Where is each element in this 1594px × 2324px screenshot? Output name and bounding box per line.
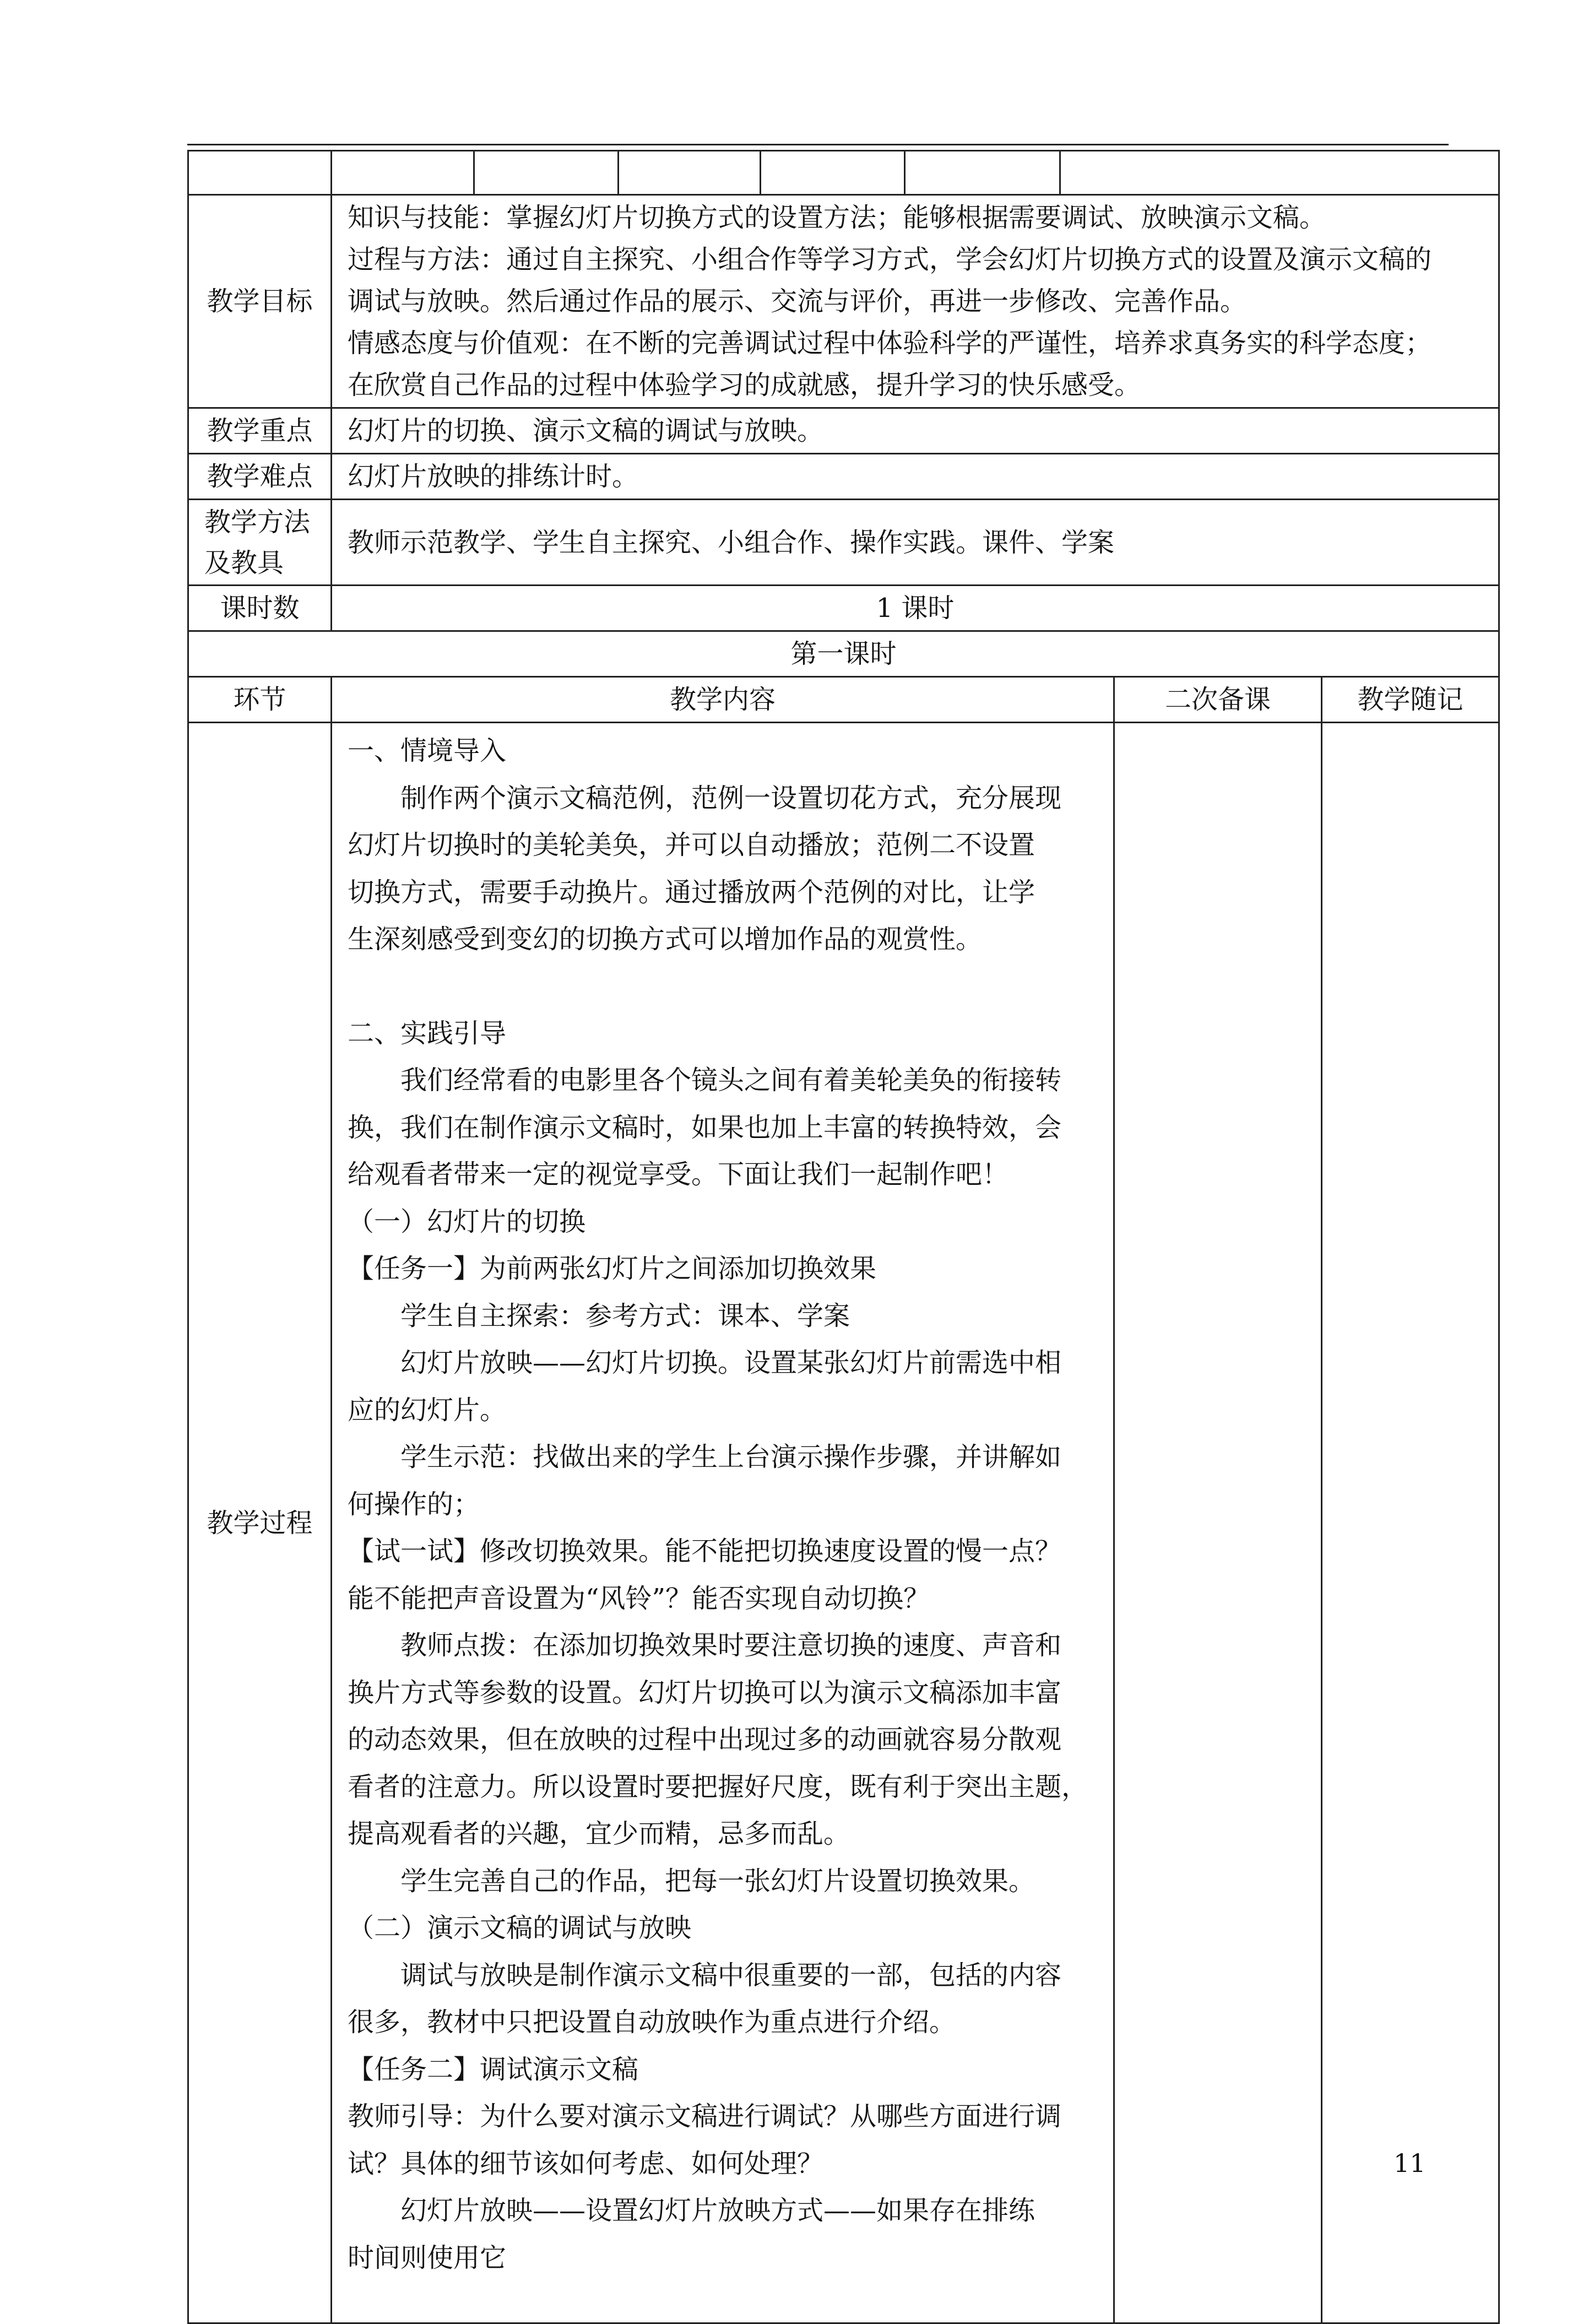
column-header-row <box>188 677 1499 723</box>
subsection-heading: （二）演示文稿的调试与放映 <box>348 1913 692 1943</box>
process-line: 给观看者带来一定的视觉享受。下面让我们一起制作吧！ <box>348 1159 1009 1190</box>
empty-cell <box>905 151 1060 195</box>
difficulties-value: 幻灯片放映的排练计时。 <box>332 454 1499 500</box>
empty-cell <box>332 151 474 195</box>
key-points-label: 教学重点 <box>188 408 332 454</box>
process-line: 调试与放映是制作演示文稿中很重要的一部，包括的内容 <box>400 1959 1062 1991</box>
process-line: 的动态效果，但在放映的过程中出现过多的动画就容易分散观 <box>348 1724 1062 1755</box>
process-line: 生深刻感受到变幻的切换方式可以增加作品的观赏性。 <box>348 924 983 955</box>
process-line: 幻灯片放映——设置幻灯片放映方式——如果存在排练 <box>400 2195 1035 2226</box>
process-label: 教学过程 <box>188 723 332 2323</box>
process-line: 何操作的； <box>348 1488 480 1520</box>
header-rule <box>187 144 1449 145</box>
empty-cell <box>619 151 761 195</box>
task-heading: 【任务二】调试演示文稿 <box>348 2054 639 2085</box>
process-line: 换片方式等参数的设置。幻灯片切换可以为演示文稿添加丰富 <box>348 1677 1062 1708</box>
section-heading: 一、情境导入 <box>348 735 507 766</box>
objectives-row <box>188 195 1499 408</box>
section-heading: 二、实践引导 <box>348 1017 507 1049</box>
process-line: 制作两个演示文稿范例，范例一设置切花方式，充分展现 <box>400 782 1062 814</box>
process-line: 幻灯片放映——幻灯片切换。设置某张幻灯片前需选中相 <box>400 1347 1062 1378</box>
objectives-line: 在欣赏自己作品的过程中体验学习的成就感，提升学习的快乐感受。 <box>348 370 1141 400</box>
blank-line <box>348 963 1102 1010</box>
continued-header-row <box>188 151 1499 195</box>
hours-row <box>188 586 1499 631</box>
process-line: 时间则使用它 <box>348 2242 507 2273</box>
difficulties-label: 教学难点 <box>188 454 332 500</box>
process-line: 看者的注意力。所以设置时要把握好尺度，既有利于突出主题， <box>348 1771 1088 1802</box>
methods-label-line: 教学方法 <box>204 506 311 538</box>
process-line: 教师点拨：在添加切换效果时要注意切换的速度、声音和 <box>400 1630 1062 1661</box>
process-line: 应的幻灯片。 <box>348 1394 507 1426</box>
process-line: 换，我们在制作演示文稿时，如果也加上丰富的转换特效，会 <box>348 1112 1062 1143</box>
process-line: 很多，教材中只把设置自动放映作为重点进行介绍。 <box>348 2007 956 2038</box>
process-line: 学生完善自己的作品，把每一张幻灯片设置切换效果。 <box>400 1865 1035 1897</box>
process-line: 学生自主探索：参考方式：课本、学案 <box>400 1300 850 1331</box>
process-line: 切换方式，需要手动换片。通过播放两个范例的对比，让学 <box>348 876 1035 908</box>
session-title: 第一课时 <box>188 631 1499 677</box>
subsection-heading: （一）幻灯片的切换 <box>348 1206 586 1237</box>
notes-cell <box>1322 723 1499 2323</box>
column-header-content: 教学内容 <box>332 677 1114 723</box>
methods-label-line: 及教具 <box>204 547 284 578</box>
process-line: 幻灯片切换时的美轮美奂，并可以自动播放；范例二不设置 <box>348 830 1035 860</box>
second-prep-cell <box>1114 723 1322 2323</box>
process-line: 学生示范：找做出来的学生上台演示操作步骤，并讲解如 <box>400 1442 1062 1472</box>
empty-cell <box>474 151 619 195</box>
process-line: 我们经常看的电影里各个镜头之间有着美轮美奂的衔接转 <box>400 1065 1062 1096</box>
lesson-plan-table <box>187 150 1500 2324</box>
methods-label <box>188 500 332 586</box>
page-number: 11 <box>1394 2148 1426 2178</box>
objectives-line: 调试与放映。然后通过作品的展示、交流与评价，再进一步修改、完善作品。 <box>348 286 1247 317</box>
key-points-value: 幻灯片的切换、演示文稿的调试与放映。 <box>332 408 1499 454</box>
methods-row <box>188 500 1499 586</box>
key-points-row <box>188 408 1499 454</box>
process-line: 教师引导：为什么要对演示文稿进行调试？从哪些方面进行调 <box>348 2101 1062 2132</box>
methods-value: 教师示范教学、学生自主探究、小组合作、操作实践。课件、学案 <box>332 500 1499 586</box>
session-row <box>188 631 1499 677</box>
empty-cell <box>188 151 332 195</box>
task-heading: 【任务一】为前两张幻灯片之间添加切换效果 <box>348 1253 877 1284</box>
process-row <box>188 723 1499 2323</box>
hours-value: 1 课时 <box>332 586 1499 631</box>
objectives-line: 知识与技能：掌握幻灯片切换方式的设置方法；能够根据需要调试、放映演示文稿。 <box>348 202 1326 233</box>
column-header-stage: 环节 <box>188 677 332 723</box>
objectives-line: 情感态度与价值观：在不断的完善调试过程中体验科学的严谨性，培养求真务实的科学态度； <box>348 328 1432 359</box>
empty-cell <box>1060 151 1499 195</box>
objectives-label: 教学目标 <box>188 195 332 408</box>
hours-label: 课时数 <box>188 586 332 631</box>
process-line: 试？具体的细节该如何考虑、如何处理？ <box>348 2148 824 2179</box>
try-heading: 【试一试】修改切换效果。能不能把切换速度设置的慢一点？ <box>348 1536 1062 1567</box>
process-line: 能不能把声音设置为“风铃”？能否实现自动切换？ <box>348 1583 930 1614</box>
empty-cell <box>761 151 905 195</box>
process-content <box>332 723 1114 2323</box>
difficulties-row <box>188 454 1499 500</box>
column-header-notes: 教学随记 <box>1322 677 1499 723</box>
objectives-content <box>332 195 1499 408</box>
column-header-second-prep: 二次备课 <box>1114 677 1322 723</box>
objectives-line: 过程与方法：通过自主探究、小组合作等学习方式，学会幻灯片切换方式的设置及演示文稿的 <box>348 244 1432 275</box>
process-line: 提高观看者的兴趣，宜少而精，忌多而乱。 <box>348 1818 850 1849</box>
